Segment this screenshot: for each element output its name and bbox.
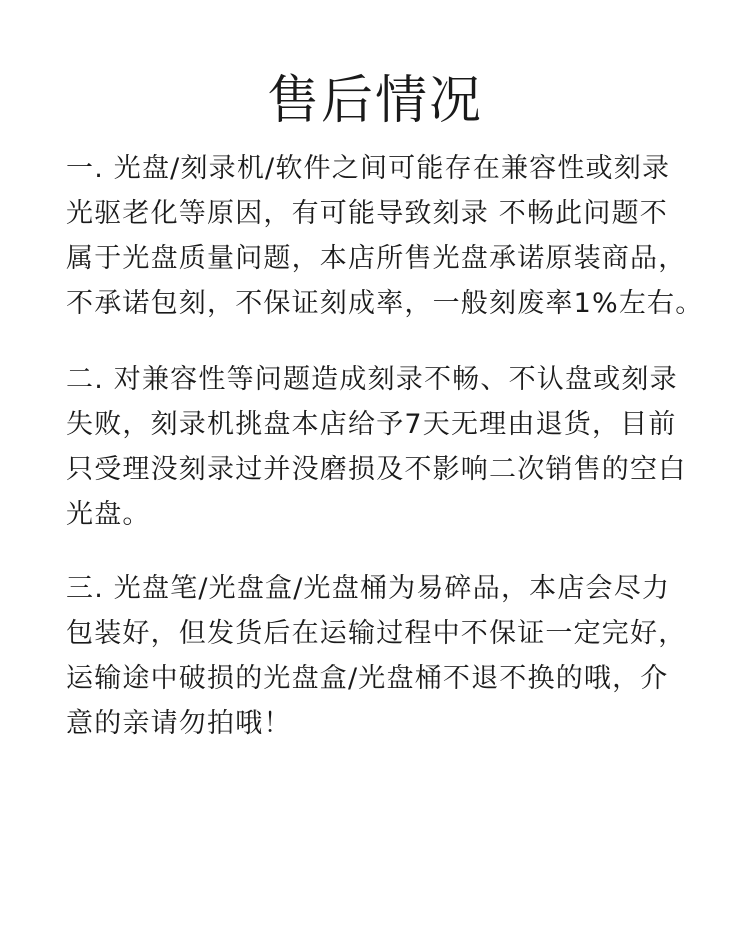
policy-paragraph-returns: 二. 对兼容性等问题造成刻录不畅、不认盘或刻录 失败，刻录机挑盘本店给予7天无理由退货，目前 只受理没刻录过并没磨损及不影响二次销售的空白 光盘。 [66,364,687,530]
policy-paragraph-fragile-items: 三. 光盘笔/光盘盒/光盘桶为易碎品，本店会尽力 包装好，但发货后在运输过程中不保证一定完好， 运输途中破损的光盘盒/光盘桶不退不换的哦，介 意的亲请勿拍哦！ [66,573,687,739]
policy-paragraph-compatibility: 一. 光盘/刻录机/软件之间可能存在兼容性或刻录 光驱老化等原因，有可能导致刻录 不畅此问题不 属于光盘质量问题，本店所售光盘承诺原装商品， 不承诺包刻，不保证刻成率，一般刻废率1%左右。 [66,153,704,319]
page-title: 售后情况 [266,71,483,131]
